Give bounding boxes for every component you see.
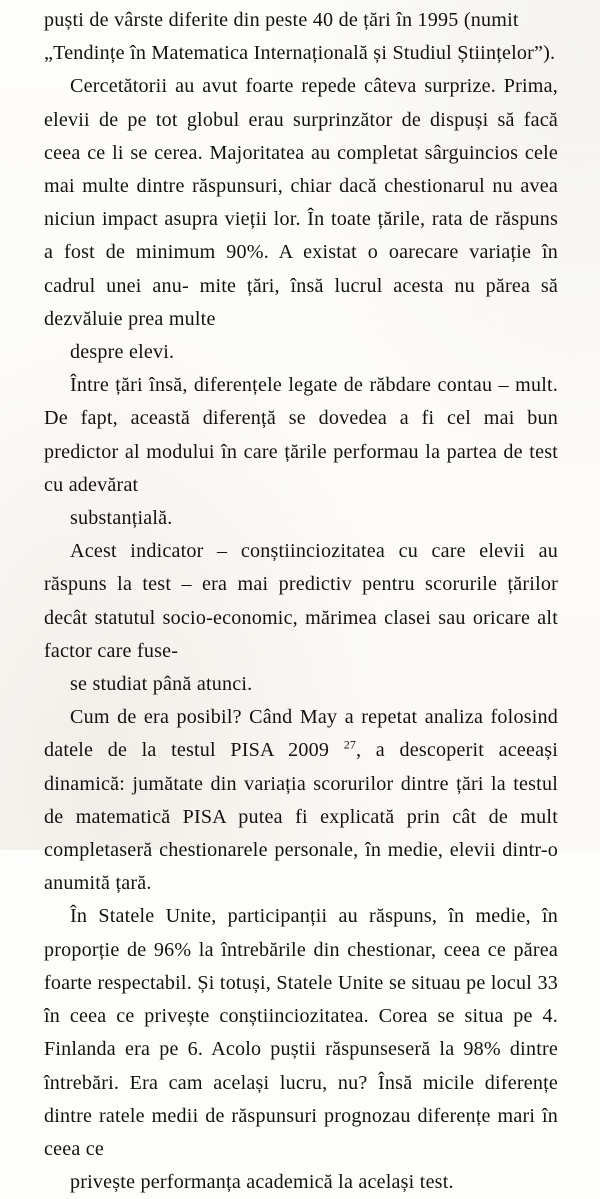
paragraph-6-line-2: proporție de 96% la întrebările din chestionar, ceea ce părea	[44, 938, 558, 961]
paragraph-2-line-2: elevii de pe tot globul erau surprinzător de dispuși să facă ceea	[44, 108, 558, 164]
paragraph-4-line-4: se studiat până atunci.	[70, 673, 253, 696]
paragraph-3-line-3: al modului în care țările performau la partea de test cu adevărat	[44, 440, 558, 496]
paragraph-6-line-5: Finlanda era pe 6. Acolo puștii răspunseseră la 98% dintre	[44, 1038, 558, 1061]
paragraph-6-line-1: În Statele Unite, participanții au răspuns, în medie, în	[70, 905, 558, 928]
paragraph-1	[44, 4, 558, 70]
paragraph-3-line-4: substanțială.	[70, 507, 173, 530]
paragraph-6	[44, 900, 558, 1199]
paragraph-5-text-before-footnote: Cum de era posibil? Când May a repetat analiza folosind datele de la testul PISA 2009	[44, 706, 558, 762]
paragraph-3-line-2: De fapt, această diferență se dovedea a fi cel mai bun predictor	[44, 407, 558, 463]
body-text-column	[44, 4, 558, 1199]
paragraph-4-line-3: socio-economic, mărimea clasei sau oricare alt factor care fuse-	[44, 606, 558, 662]
paragraph-3-line-1: Între țări însă, diferențele legate de răbdare contau – mult.	[70, 374, 558, 397]
paragraph-1-line-2: „Tendințe în Matematica Internațională și Studiul Științelor”).	[44, 42, 556, 65]
paragraph-2-line-4: multe dintre răspunsuri, chiar dacă chestionarul nu avea niciun	[44, 175, 558, 231]
paragraph-4	[44, 535, 558, 701]
paragraph-6-line-7: ratele medii de răspunsuri prognozau diferențe mari în ceea ce	[44, 1104, 559, 1160]
paragraph-6-line-8: privește performanța academică la același test.	[70, 1171, 454, 1194]
paragraph-2	[44, 70, 558, 369]
paragraph-2-line-6: minimum 90%. A existat o oarecare variație în cadrul unei anu-	[44, 241, 558, 297]
paragraph-2-line-7: mite țări, însă lucrul acesta nu părea să dezvăluie prea multe	[44, 274, 559, 330]
paragraph-2-line-3: ce li se cerea. Majoritatea au completat sârguincios cele mai	[44, 141, 558, 198]
paragraph-2-line-5: impact asupra vieții lor. În toate țările, rata de răspuns a fost de	[44, 208, 559, 264]
paragraph-2-line-1: Cercetătorii au avut foarte repede câteva surprize. Prima,	[70, 75, 558, 98]
paragraph-6-line-4: în ceea ce privește conștiinciozitatea. Corea se situa pe 4.	[44, 1005, 558, 1028]
paragraph-4-line-1: Acest indicator – conștiinciozitatea cu care elevii au răspuns	[44, 540, 558, 596]
paragraph-6-line-3: foarte respectabil. Și totuși, Statele Unite se situau pe locul 33	[44, 971, 558, 994]
paragraph-5	[44, 701, 558, 900]
paragraph-3	[44, 369, 558, 535]
paragraph-1-line-1: puști de vârste diferite din peste 40 de țări în 1995 (numit	[44, 9, 519, 31]
paragraph-5-text-after-footnote: , a descoperit aceeași dinamică: jumătate din variația scorurilor dintre țări la testul de matematică PISA putea fi explicată prin cât de mult completaseră chestionarele personale, în medie, elevii dintr-o anumită țară.	[44, 739, 559, 895]
paragraph-6-line-6: întrebări. Era cam același lucru, nu? Însă micile diferențe dintre	[44, 1071, 558, 1127]
paragraph-4-line-2: la test – era mai predictiv pentru scorurile țărilor decât statutul	[44, 573, 559, 629]
paragraph-2-line-8: despre elevi.	[70, 341, 175, 364]
footnote-reference-marker[interactable]: 27	[343, 738, 357, 752]
